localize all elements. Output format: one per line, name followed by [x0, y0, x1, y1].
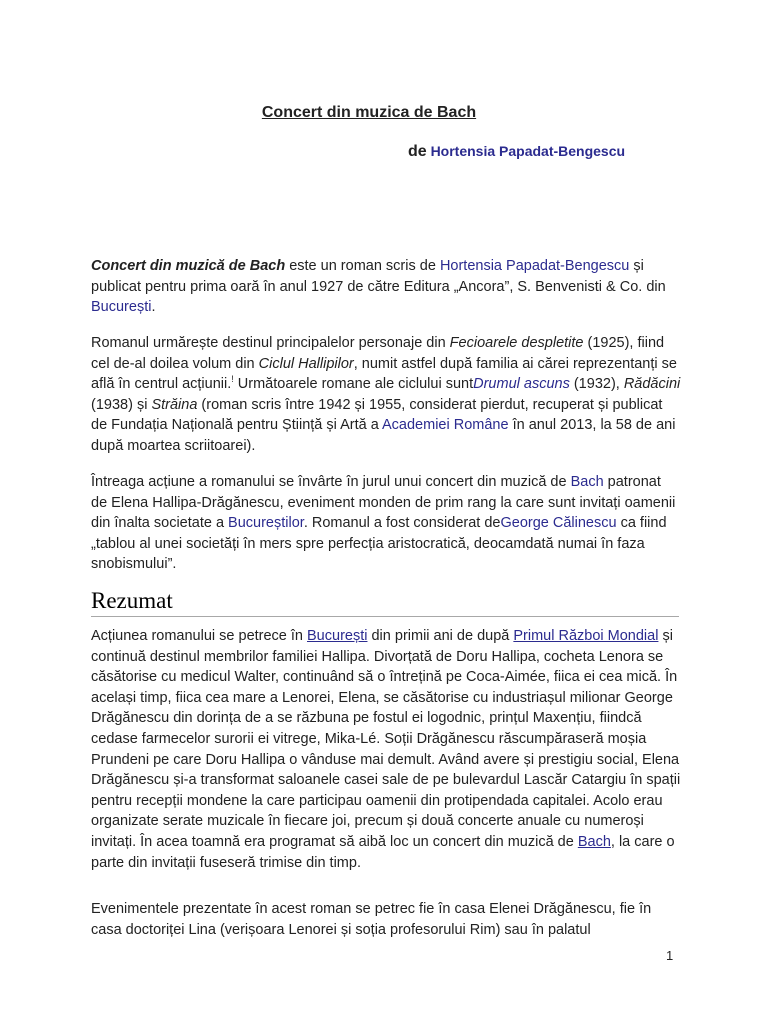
byline [408, 143, 625, 161]
text-span: din primii ani de după [367, 628, 514, 644]
text-span: . [151, 299, 156, 316]
summary-paragraph [91, 626, 681, 873]
bucuresti-link[interactable]: București [91, 299, 152, 316]
text-span: (roman scris între 1942 și 1955, considerat pierdut, recuperat și publicat de Fundația Națională pentru Știință și Artă a [91, 396, 663, 434]
footnote-mark: ! [231, 374, 234, 385]
italic-title: Ciclul Hallipilor [258, 355, 354, 372]
text-span: și continuă destinul membrilor familiei Hallipa. Divorțată de Doru Hallipa, cocheta Lenora se căsătorise cu medicul Walter, continuând să o întrețină pe Coca-Aimée, fiica ei cea mică. În același timp, fiica cea mare a Lenorei, Elena, se căsătorise cu industriașul milionar George Drăgănescu din dorința de a se răzbuna pe fostul ei logodnic, prințul Maxențiu, fiindcă cedase farmecelor surorii ei vitrege, Mika-Lé. Soții Drăgănescu răscumpăraseră moșia Prundeni pe care Doru Hallipa o vânduse mai demult. Având avere și prestigiu social, Elena Drăgănescu și-a transformat saloanele casei sale de pe bulevardul Lascăr Catargiu în spații pentru recepții mondene la care participau oamenii din protipendada capitalei. Acolo erau organizate serate muzicale în fiecare joi, precum și două concerte anuale cu numeroși invitați. În acea toamnă era programat să aibă loc un concert din muzică de [91, 628, 681, 850]
text-span: în anul 2013, la 58 de ani după moartea scriitoarei). [91, 417, 676, 454]
text-span: și publicat pentru prima oară în anul 1927 de către Editura „Ancora”, S. Benvenisti & Co. din [91, 258, 666, 295]
events-paragraph [91, 899, 681, 940]
calinescu-link[interactable]: George Călinescu [500, 515, 617, 532]
author-link[interactable]: Hortensia Papadat-Bengescu [430, 143, 626, 159]
text-span: , la care o parte din invitații fuseseră trimise din timp. [91, 833, 675, 871]
bucurestilor-link[interactable]: Bucureștilor [228, 515, 304, 532]
academia-link[interactable]: Academiei Române [382, 417, 509, 434]
intro-paragraph [91, 256, 681, 318]
text-span: (1932), [569, 376, 624, 393]
italic-title: Străina [151, 396, 198, 413]
text-span: Acțiunea romanului se petrece în [91, 628, 308, 644]
italic-title: Fecioarele despletite [449, 335, 584, 351]
text-span: (1925), fiind cel de-al doilea volum din [91, 335, 665, 372]
action-paragraph [91, 472, 681, 575]
section-heading-rezumat: Rezumat [91, 588, 679, 617]
page-number: 1 [666, 948, 674, 963]
bach-link[interactable]: Bach [570, 474, 604, 490]
text-span: Întreaga acțiune a romanului se învârte în jurul unui concert din muzică de [91, 474, 571, 490]
text-span: ca fiind „tablou al unei societăți în mers spre perfecția aristocratică, deocamdată numai în faza snobismului”. [91, 515, 667, 573]
text-span: Romanul urmărește destinul principalelor personaje din [91, 335, 450, 351]
text-span: este un roman scris de [285, 258, 440, 274]
text-span: Următoarele romane ale ciclului sunt [233, 376, 474, 393]
bucuresti-link-2[interactable]: București [307, 628, 368, 644]
document-title: Concert din muzica de Bach [261, 104, 477, 121]
text-span: patronat de Elena Hallipa-Drăgănescu, eveniment monden de prim rang la care sunt invitați oamenii din înalta societate a [91, 474, 676, 532]
text-span: Evenimentele prezentate în acest roman se petrec fie în casa Elenei Drăgănescu, fie în casa doctoriței Lina (verișoara Lenorei și soția profesorului Rim) sau în palatul [91, 901, 652, 938]
text-span: (1938) și [91, 396, 152, 413]
book-title: Concert din muzică de Bach [91, 258, 286, 274]
ww1-link[interactable]: Primul Război Mondial [513, 628, 659, 644]
author-link-2[interactable]: Hortensia Papadat-Bengescu [439, 258, 630, 274]
italic-title: Rădăcini [623, 376, 681, 393]
series-paragraph [91, 333, 681, 457]
bach-link-2[interactable]: Bach [577, 833, 611, 850]
text-span: . Romanul a fost considerat de [303, 515, 501, 532]
drumul-ascuns-link[interactable]: Drumul ascuns [473, 376, 570, 393]
text-span: , numit astfel după familia ai cărei reprezentanți se află în centrul acțiunii. [91, 355, 677, 393]
byline-de: de [408, 143, 427, 160]
